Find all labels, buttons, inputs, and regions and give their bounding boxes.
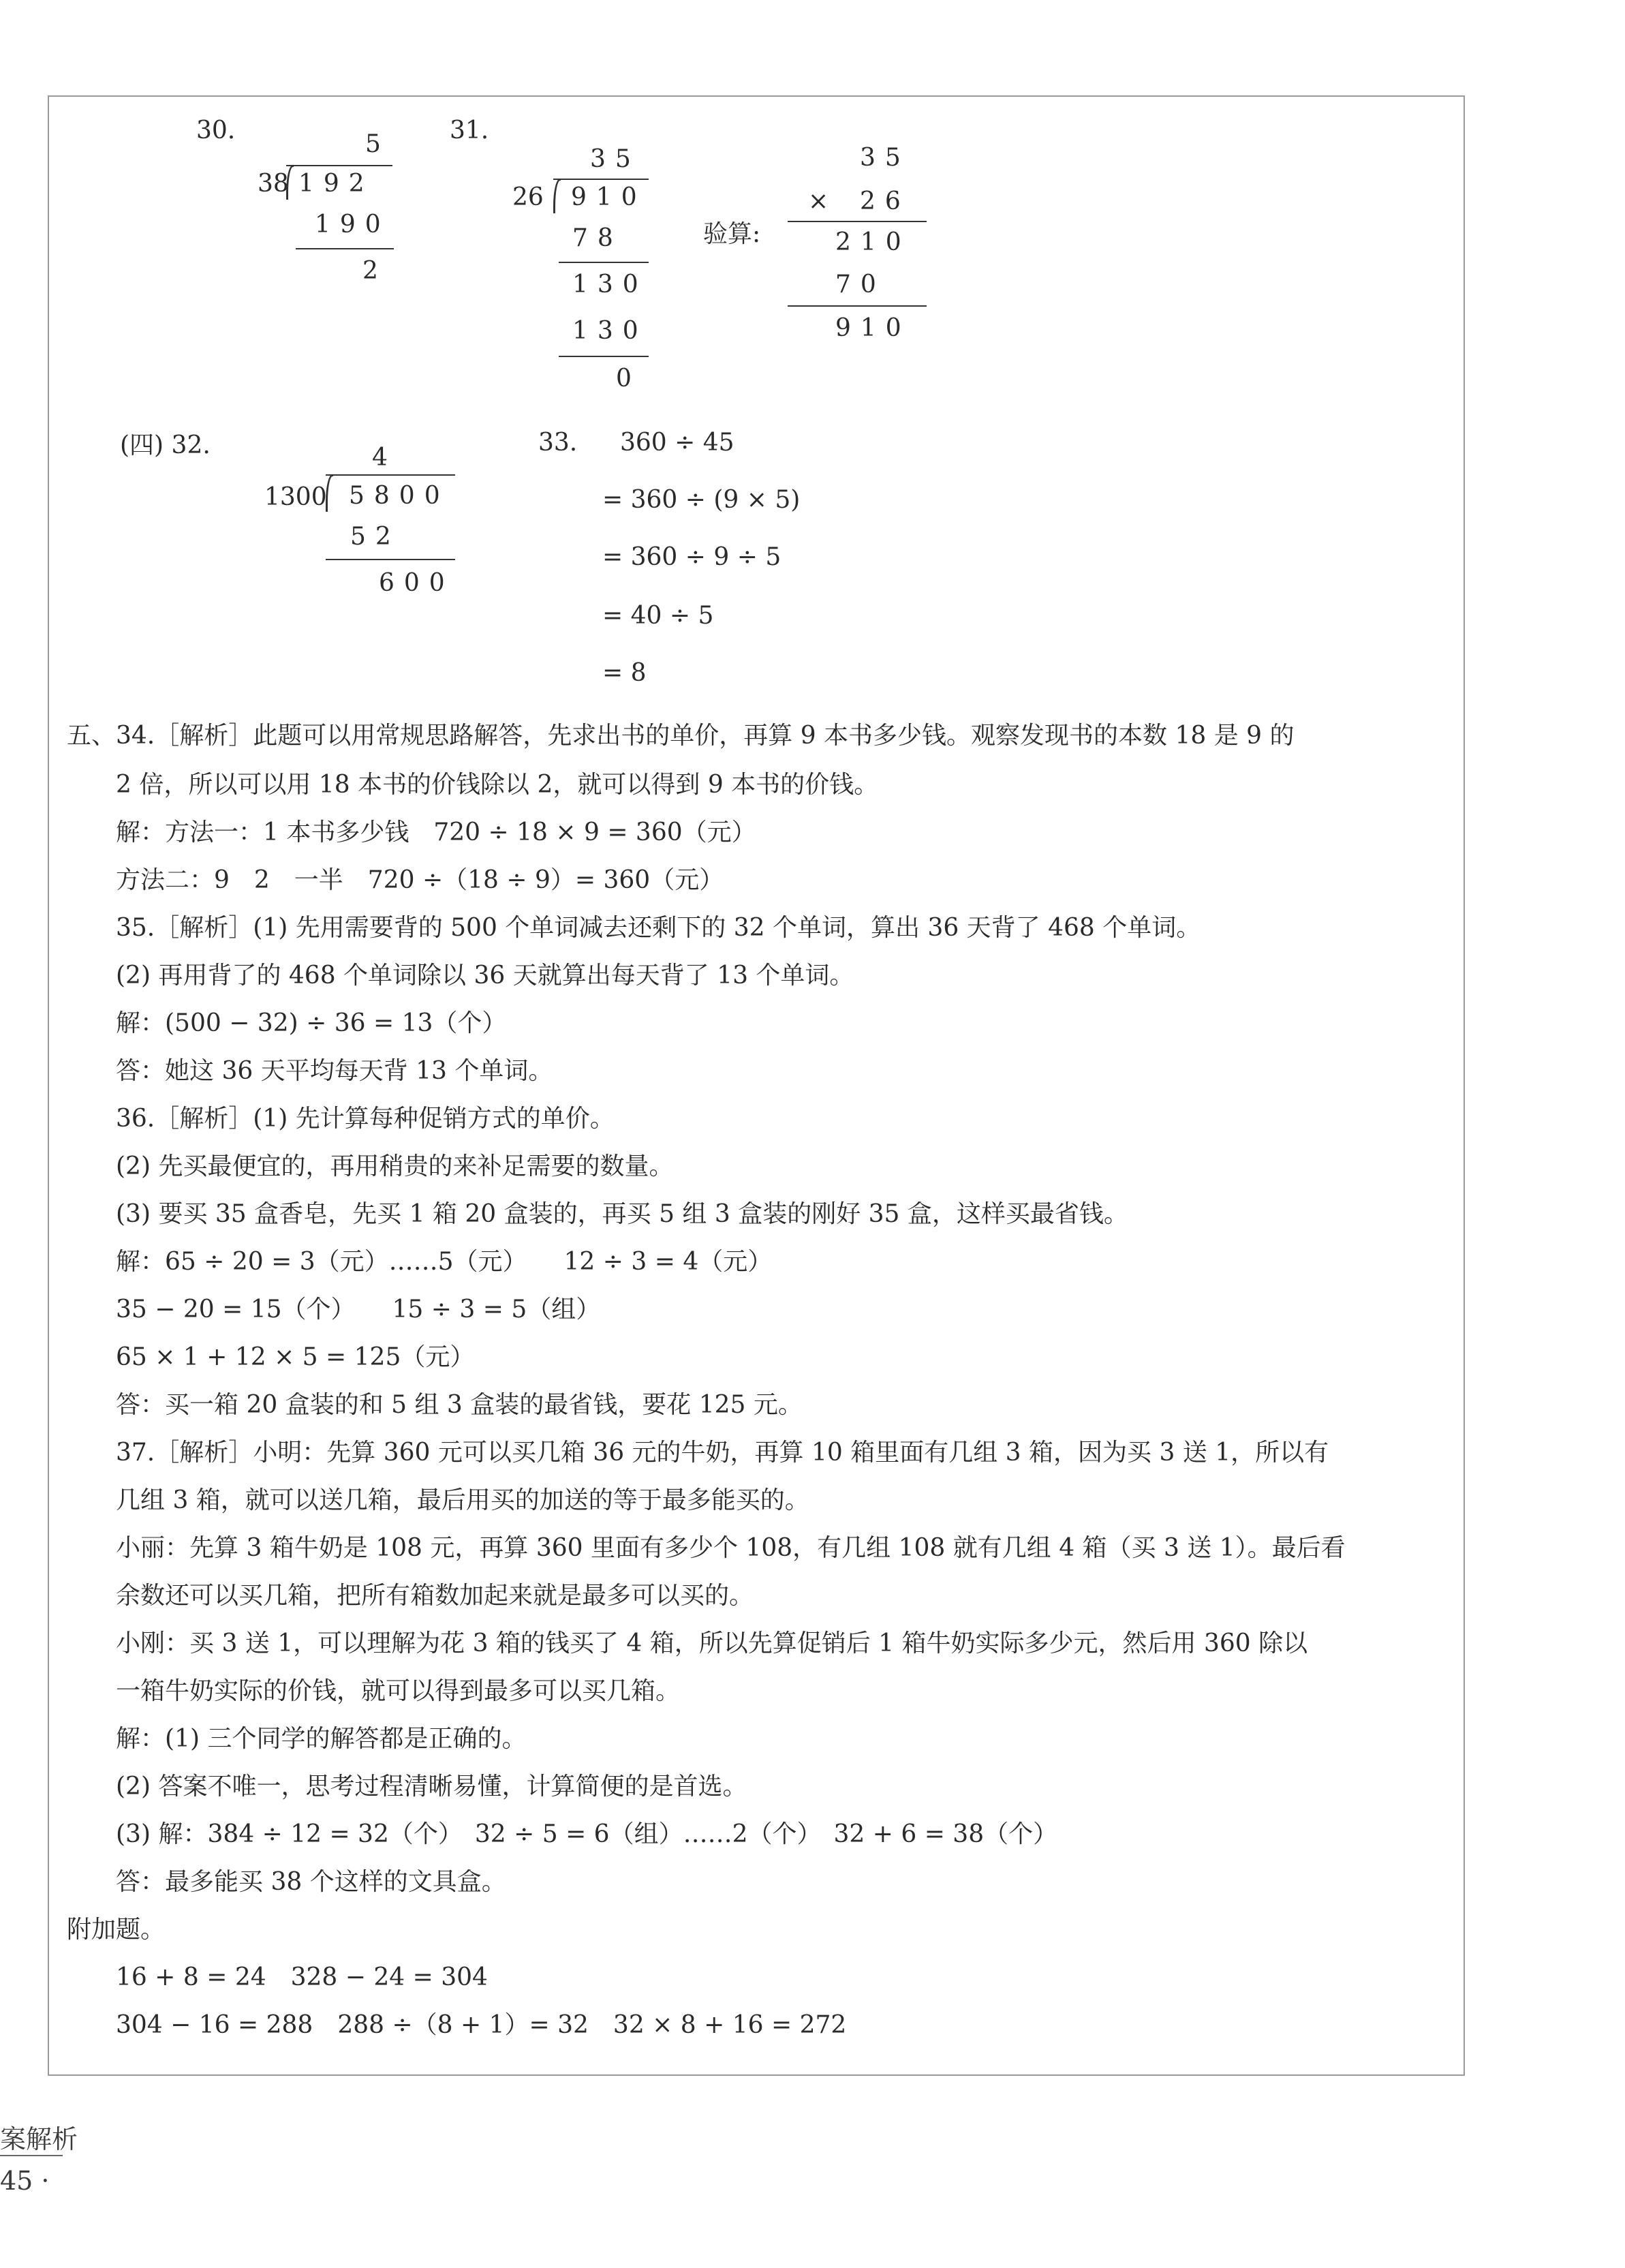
q30-remainder: 2 xyxy=(362,257,388,285)
q31-rule-1 xyxy=(559,262,649,263)
solution-line: (3) 解：384 ÷ 12 = 32（个） 32 ÷ 5 = 6（组）……2（个） 32 + 6 = 38（个） xyxy=(116,1820,1058,1848)
solution-line: 37.［解析］小明：先算 360 元可以买几箱 36 元的牛奶，再算 10 箱里面有几组 3 箱，因为买 3 送 1，所以有 xyxy=(116,1439,1329,1467)
q30-product: 190 xyxy=(315,211,390,239)
solution-line: 65 × 1 + 12 × 5 = 125（元） xyxy=(116,1343,475,1371)
q31-mul-rule-1 xyxy=(788,221,927,222)
solution-line: (2) 先买最便宜的，再用稍贵的来补足需要的数量。 xyxy=(116,1152,674,1180)
q30-subtract-rule xyxy=(296,248,394,249)
q31-result: 910 xyxy=(835,314,911,342)
solution-line: 36.［解析］(1) 先计算每种促销方式的单价。 xyxy=(116,1105,615,1133)
q33-line: = 8 xyxy=(602,659,647,687)
footer-rule xyxy=(0,2155,63,2156)
solution-line: 一箱牛奶实际的价钱，就可以得到最多可以买几箱。 xyxy=(116,1677,681,1705)
solution-line: (2) 再用背了的 468 个单词除以 36 天就算出每天背了 13 个单词。 xyxy=(116,962,854,990)
solution-line: 方法二：9 2 一半 720 ÷（18 ÷ 9）= 360（元） xyxy=(116,866,724,894)
solution-line: 小丽：先算 3 箱牛奶是 108 元，再算 360 里面有多少个 108，有几组 108 就有几组 4 箱（买 3 送 1）。最后看 xyxy=(116,1534,1346,1562)
q33-line: 360 ÷ 45 xyxy=(620,429,734,457)
solution-line: 解：(500 − 32) ÷ 36 = 13（个） xyxy=(116,1009,507,1037)
solution-line: 16 + 8 = 24 328 − 24 = 304 xyxy=(116,1963,488,1991)
q32-top-rule xyxy=(326,474,455,476)
q31-step2: 130 xyxy=(572,271,648,298)
q32-subtract-rule xyxy=(326,559,455,560)
q32-remainder: 600 xyxy=(379,569,454,597)
q31-partial1: 210 xyxy=(835,228,911,256)
q31-remainder: 0 xyxy=(616,365,641,393)
solution-line: 304 − 16 = 288 288 ÷（8 + 1）= 32 32 × 8 + 16 = 272 xyxy=(116,2011,847,2039)
q30-divisor: 38 xyxy=(258,170,289,198)
solution-line: 几组 3 箱，就可以送几箱，最后用买的加送的等于最多能买的。 xyxy=(116,1486,809,1514)
solution-line: 小刚：买 3 送 1，可以理解为花 3 箱的钱买了 4 箱，所以先算促销后 1 箱牛奶实际多少元，然后用 360 除以 xyxy=(116,1629,1308,1657)
q31-quotient: 35 xyxy=(590,145,640,173)
q30-top-rule xyxy=(286,165,392,166)
q32-dividend: 5800 xyxy=(349,482,450,510)
q31-step1: 78 xyxy=(572,224,623,252)
q31-divisor: 26 xyxy=(512,183,544,211)
q30-number: 30. xyxy=(196,117,236,144)
q31-dividend: 910 xyxy=(571,183,647,211)
page-number: 45 · xyxy=(0,2166,50,2196)
solution-line: (2) 答案不唯一，思考过程清晰易懂，计算简便的是首选。 xyxy=(116,1773,747,1800)
footer-section-label: 案解析 xyxy=(0,2124,78,2154)
q31-mul-sign: × xyxy=(808,187,829,215)
q33-line: = 40 ÷ 5 xyxy=(602,602,714,630)
solution-line: 2 倍，所以可以用 18 本书的价钱除以 2，就可以得到 9 本书的价钱。 xyxy=(116,771,879,799)
solution-line: 答：买一箱 20 盒装的和 5 组 3 盒装的最省钱，要花 125 元。 xyxy=(116,1391,803,1419)
q31-check-label: 验算: xyxy=(703,220,761,248)
q31-partial2: 70 xyxy=(835,271,886,298)
q32-divisor: 1300 xyxy=(264,483,327,511)
q31-mul-top: 35 xyxy=(860,144,910,172)
q31-number: 31. xyxy=(450,117,489,144)
solution-line: 解：方法一：1 本书多少钱 720 ÷ 18 × 9 = 360（元） xyxy=(116,818,756,846)
q31-step3: 130 xyxy=(572,317,648,345)
q32-quotient: 4 xyxy=(372,444,397,472)
q33-line: = 360 ÷ 9 ÷ 5 xyxy=(602,543,781,571)
solution-line: 附加题。 xyxy=(67,1916,166,1944)
solution-line: 35 − 20 = 15（个） 15 ÷ 3 = 5（组） xyxy=(116,1296,601,1323)
solution-line: (3) 要买 35 盒香皂，先买 1 箱 20 盒装的，再买 5 组 3 盒装的刚好 35 盒，这样买最省钱。 xyxy=(116,1200,1128,1228)
q32-number: (四) 32. xyxy=(120,431,211,459)
solution-line: 五、34.［解析］此题可以用常规思路解答，先求出书的单价，再算 9 本书多少钱。观察发现书的本数 18 是 9 的 xyxy=(67,722,1295,750)
solution-line: 35.［解析］(1) 先用需要背的 500 个单词减去还剩下的 32 个单词，算出 36 天背了 468 个单词。 xyxy=(116,914,1201,942)
solution-line: 解：65 ÷ 20 = 3（元）……5（元） 12 ÷ 3 = 4（元） xyxy=(116,1248,773,1276)
q31-mul-rule-2 xyxy=(788,305,927,307)
q32-product: 52 xyxy=(350,523,401,551)
solution-line: 解：(1) 三个同学的解答都是正确的。 xyxy=(116,1725,527,1753)
q33-line: = 360 ÷ (9 × 5) xyxy=(602,486,801,514)
q30-quotient: 5 xyxy=(365,130,390,158)
q30-dividend: 192 xyxy=(298,170,374,198)
solution-line: 余数还可以买几箱，把所有箱数加起来就是最多可以买的。 xyxy=(116,1582,754,1610)
q31-mul-bottom: 26 xyxy=(860,187,910,215)
q31-rule-2 xyxy=(559,356,649,357)
q31-top-rule xyxy=(553,179,649,180)
q33-number: 33. xyxy=(538,429,578,457)
solution-line: 答：她这 36 天平均每天背 13 个单词。 xyxy=(116,1057,553,1085)
solution-line: 答：最多能买 38 个这样的文具盒。 xyxy=(116,1868,506,1896)
